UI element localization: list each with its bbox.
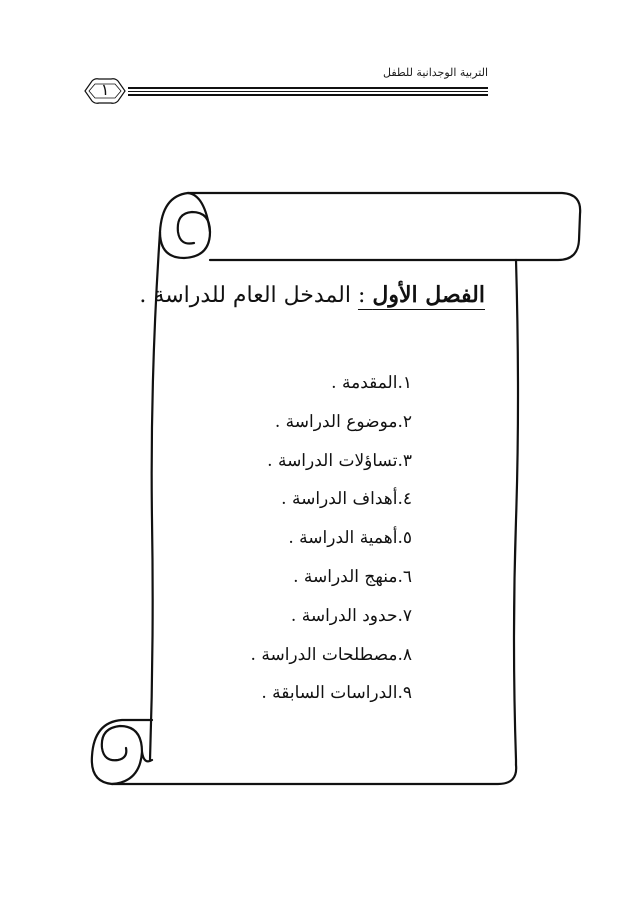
toc-item: ٤.أهداف الدراسة . [281, 489, 412, 510]
toc-item: ٨.مصطلحات الدراسة . [250, 644, 412, 665]
chapter-separator: : [357, 283, 373, 308]
toc-item: ٣.تساؤلات الدراسة . [267, 450, 412, 471]
chapter-heading [139, 282, 485, 308]
toc-item: ٥.أهمية الدراسة . [288, 528, 412, 549]
chapter-contents-list [180, 364, 412, 713]
toc-item: ٧.حدود الدراسة . [290, 605, 412, 626]
page-number: ١ [100, 80, 110, 99]
toc-item: ٩.الدراسات السابقة . [261, 683, 412, 704]
toc-item: ٢.موضوع الدراسة . [274, 411, 412, 432]
running-header-title: التربية الوجدانية للطفل [383, 66, 488, 79]
chapter-label: الفصل الأول [372, 282, 485, 308]
chapter-title: المدخل العام للدراسة . [139, 283, 358, 308]
toc-item: ٦.منهج الدراسة . [293, 566, 412, 587]
toc-item: ١.المقدمة . [331, 373, 412, 393]
